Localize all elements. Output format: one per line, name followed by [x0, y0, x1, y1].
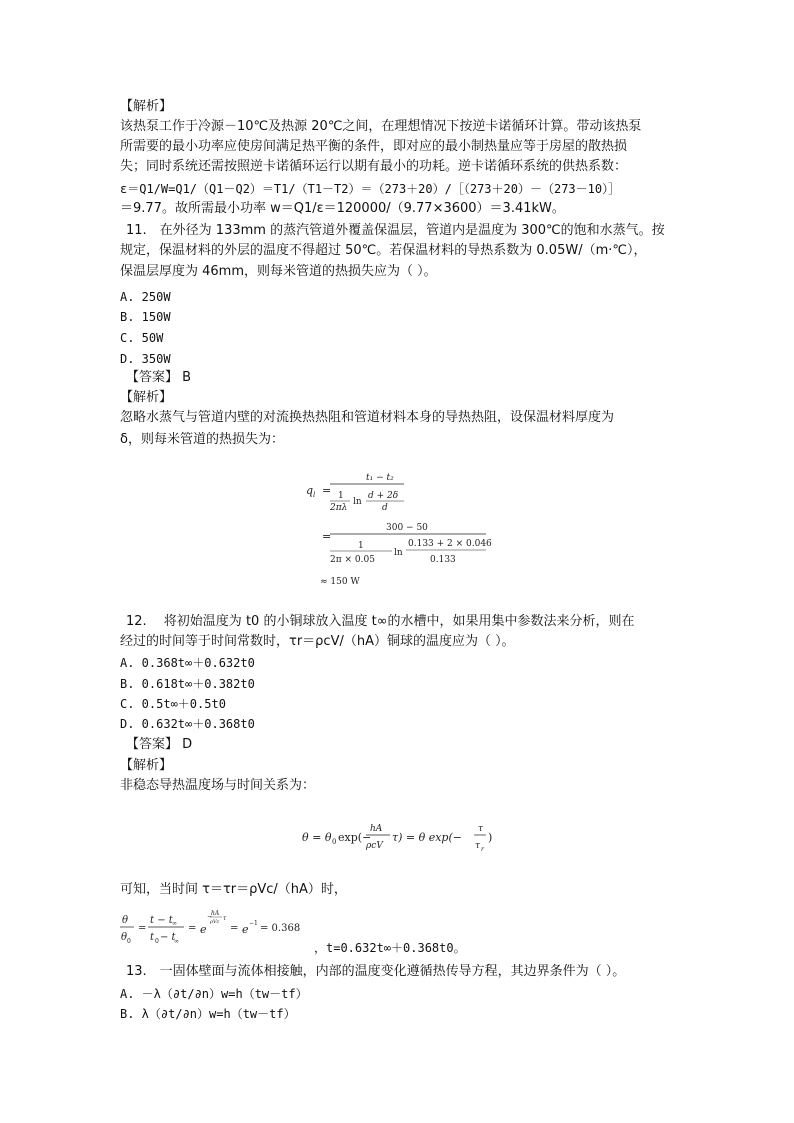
answer-line: 【答案】 D: [126, 737, 193, 752]
svg-text:q: q: [306, 484, 314, 497]
paragraph-line: 忽略水蒸气与管道内壁的对流换热热阻和管道材料本身的导热热阻，设保温材料厚度为: [120, 410, 615, 425]
option-b: B. λ（∂t/∂n）w=h（tw－tf）: [120, 1007, 296, 1021]
svg-text:θ: θ: [121, 932, 128, 943]
option-c: C. 0.5t∞＋0.5t0: [120, 697, 226, 711]
svg-text:τ: τ: [223, 915, 227, 922]
svg-text:∞: ∞: [174, 938, 179, 945]
svg-text:2π × 0.05: 2π × 0.05: [330, 555, 375, 565]
paragraph-line: ε＝Q1/W=Q1/（Q1－Q2）＝T1/（T1－T2）＝（273＋20）/［（273＋20）－（273－10）］: [120, 182, 621, 196]
option-d: D. 0.632t∞＋0.368t0: [120, 717, 255, 731]
option-a: A. 250W: [120, 290, 171, 304]
analysis-label: 【解析】: [120, 390, 173, 405]
svg-text:θ: θ: [122, 915, 129, 926]
svg-text:l: l: [313, 491, 316, 499]
question-stem: 12. 将初始温度为 t0 的小铜球放入温度 t∞的水槽中，如果用集中参数法来分析，则在: [126, 614, 635, 629]
svg-text:0: 0: [155, 938, 159, 945]
svg-text:exp(−: exp(−: [338, 831, 372, 844]
option-b: B. 150W: [120, 310, 171, 324]
svg-text:ρcV: ρcV: [366, 841, 383, 851]
svg-text:τ) = θ exp(−: τ) = θ exp(−: [392, 831, 462, 844]
svg-text:300 − 50: 300 − 50: [386, 523, 428, 533]
question-stem: 规定，保温材料的外层的温度不得超过 50℃。若保温材料的导热系数为 0.05W/（m·℃），: [120, 243, 647, 258]
svg-text:hA: hA: [370, 824, 383, 834]
svg-text:2πλ: 2πλ: [330, 503, 348, 513]
svg-text:=: =: [322, 484, 332, 497]
question-stem: 经过的时间等于时间常数时，τr＝ρcV/（hA）铜球的温度应为（ ）。: [120, 634, 515, 649]
svg-text:=: =: [138, 923, 147, 934]
svg-text:−: −: [207, 913, 213, 920]
option-a: A. －λ（∂t/∂n）w=h（tw－tf）: [120, 987, 308, 1001]
svg-text:=: =: [188, 923, 197, 934]
svg-text:e: e: [242, 923, 249, 936]
svg-text:d + 2δ: d + 2δ: [368, 491, 399, 501]
paragraph-line: 该热泵工作于冷源－10℃及热源 20℃之间，在理想情况下按逆卡诺循环计算。带动该热泵: [120, 119, 642, 134]
svg-text:1: 1: [358, 541, 364, 551]
question-stem: 保温层厚度为 46mm，则每米管道的热损失应为（ ）。: [120, 264, 437, 279]
option-a: A. 0.368t∞＋0.632t0: [120, 656, 255, 670]
svg-text:θ = θ: θ = θ: [302, 831, 332, 844]
svg-text:= 0.368: = 0.368: [260, 923, 301, 934]
svg-text:): ): [488, 831, 493, 844]
svg-text:−1: −1: [249, 920, 258, 927]
svg-text:ρVc: ρVc: [210, 919, 220, 925]
svg-text:d: d: [382, 503, 388, 513]
svg-text:hA: hA: [211, 910, 220, 917]
temperature-ratio-formula: [118, 906, 318, 952]
svg-text:t₁ − t₂: t₁ − t₂: [366, 473, 394, 483]
svg-text:≈ 150 W: ≈ 150 W: [320, 577, 360, 587]
question-stem: 13. 一固体壁面与流体相接触，内部的温度变化遵循热传导方程，其边界条件为（ ）。: [126, 964, 626, 979]
svg-text:ln: ln: [353, 497, 362, 507]
svg-text:e: e: [200, 923, 207, 936]
svg-text:τ: τ: [478, 824, 483, 834]
svg-text:=: =: [322, 530, 332, 543]
svg-text:t: t: [150, 932, 155, 943]
svg-text:ln: ln: [394, 548, 403, 558]
svg-text:τ: τ: [475, 841, 480, 851]
paragraph-line: δ，则每米管道的热损失为：: [120, 432, 284, 447]
svg-text:=: =: [230, 923, 239, 934]
analysis-label: 【解析】: [120, 758, 173, 773]
paragraph-line: 可知，当时间 τ＝τr＝ρVc/（hA）时，: [120, 882, 347, 897]
svg-text:0.133 + 2 × 0.046: 0.133 + 2 × 0.046: [408, 539, 492, 549]
svg-text:r: r: [481, 846, 484, 853]
svg-text:1: 1: [338, 491, 344, 501]
question-stem: 11. 在外径为 133mm 的蒸汽管道外覆盖保温层，管道内是温度为 300℃的饱和水蒸气。按: [126, 223, 665, 238]
svg-text:0: 0: [127, 938, 131, 945]
paragraph-line: ＝9.77。故所需最小功率 w＝Q1/ε＝120000/（9.77×3600）＝3.41kW。: [120, 201, 565, 216]
svg-text:− t: − t: [160, 932, 176, 943]
paragraph-line: ，t=0.632t∞＋0.368t0。: [314, 941, 466, 955]
option-d: D. 350W: [120, 352, 171, 366]
svg-text:t − t: t − t: [150, 915, 173, 926]
option-c: C. 50W: [120, 331, 164, 345]
paragraph-line: 所需要的最小功率应使房间满足热平衡的条件，即对应的最小制热量应等于房屋的散热损: [120, 139, 628, 154]
paragraph-line: 失；同时系统还需按照逆卡诺循环运行以期有最小的功耗。逆卡诺循环系统的供热系数：: [120, 159, 628, 174]
temperature-time-formula: [300, 815, 500, 865]
analysis-label: 【解析】: [120, 99, 173, 114]
svg-text:0.133: 0.133: [430, 555, 456, 565]
option-b: B. 0.618t∞＋0.382t0: [120, 677, 255, 691]
svg-text:∞: ∞: [172, 920, 177, 927]
answer-line: 【答案】 B: [126, 370, 192, 385]
paragraph-line: 非稳态导热温度场与时间关系为：: [120, 778, 316, 793]
heat-loss-formula: [300, 466, 500, 590]
svg-text:0: 0: [332, 838, 337, 846]
